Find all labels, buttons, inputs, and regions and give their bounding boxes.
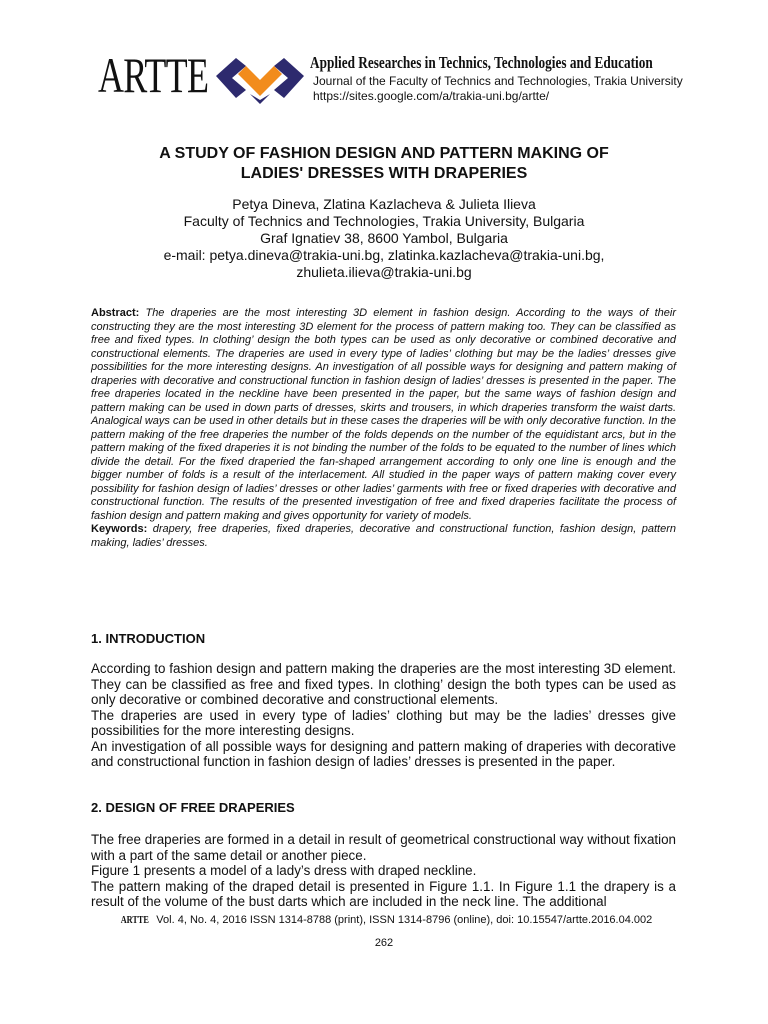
paragraph: The draperies are used in every type of ladies’ clothing but may be the ladies’ dresses give possibilities for the more interesting designs. [91, 707, 676, 738]
journal-subtitle: Journal of the Faculty of Technics and Technologies, Trakia University [313, 74, 683, 88]
author-names: Petya Dineva, Zlatina Kazlacheva & Julieta Ilieva [232, 196, 536, 212]
section-heading-introduction: 1. INTRODUCTION [91, 631, 206, 646]
journal-logo-text: ARTTE [98, 47, 209, 103]
design-body [91, 832, 676, 910]
abstract [91, 307, 676, 550]
abstract-text: The draperies are the most interesting 3D element in fashion design. According to the ways of their constructing they are the most interesting 3D element for the process of pattern making too. They can be classified as free and fixed types. In clothing’ design the both types can be used as only decorative or combined decorative and constructional elements. The draperies are used in every type of ladies’ clothing but may be the ladies’ dresses give possibilities for the more interesting designs. An investigation of all possible ways for designing and pattern making of draperies with decorative and constructional function in fashion design of ladies’ dresses is presented in the paper. The free draperies located in the neckline have been presented in the paper, but the same ways of fashion design and pattern making can be used in down parts of dresses, skirts and trousers, in which draperies transform the waist darts. Analogical ways can be used in other details but in these cases the draperies will be with only decorative function. In the pattern making of the free draperies the number of the folds depends on the number of the equidistant arcs, but in the pattern making of the fixed draperies it is not binding the number of the folds to be equated to the number of lines which divide the detail. For the fixed draperied the fan-shaped arrangement according to only one line is enough and the bigger number of folds is a result of the interlacement. All studied in the paper ways of pattern making cover every possibility for fashion design of ladies’ dresses or other ladies’ garments with free or fixed draperies with decorative and constructional function. The results of the presented investigation of free and fixed draperies facilitate the process of fashion design and pattern making and gives opportunity for variety of models. [91, 307, 676, 522]
footer-brand: ARTTE [120, 914, 149, 926]
journal-url[interactable]: https://sites.google.com/a/trakia-uni.bg/artte/ [313, 89, 550, 103]
paragraph: The free draperies are formed in a detail in result of geometrical constructional way without fixation with a part of the same detail or another piece. [91, 832, 676, 863]
introduction-body [91, 661, 676, 770]
abstract-label: Abstract: [91, 307, 140, 319]
paper-title [80, 144, 688, 184]
author-email: zhulieta.ilieva@trakia-uni.bg [296, 264, 472, 280]
paragraph: According to fashion design and pattern making the draperies are the most interesting 3D element. They can be classified as free and fixed types. In clothing’ design the both types can be used as only decorative or combined decorative and constructional elements. [91, 661, 676, 707]
keywords-label: Keywords: [91, 523, 148, 535]
author-affiliation: Faculty of Technics and Technologies, Trakia University, Bulgaria [183, 213, 585, 229]
author-block [60, 196, 708, 281]
paper-title-line: A STUDY OF FASHION DESIGN AND PATTERN MAKING OF [159, 145, 609, 162]
author-email: e-mail: petya.dineva@trakia-uni.bg, zlatinka.kazlacheva@trakia-uni.bg, [163, 247, 605, 263]
paragraph: An investigation of all possible ways for designing and pattern making of draperies with decorative and constructional function in fashion design of ladies’ dresses is presented in the paper. [91, 738, 676, 769]
paper-title-line: LADIES' DRESSES WITH DRAPERIES [240, 165, 528, 182]
paragraph: Figure 1 presents a model of a lady’s dress with draped neckline. [91, 863, 477, 878]
author-address: Graf Ignatiev 38, 8600 Yambol, Bulgaria [260, 230, 508, 246]
journal-logo-icon [214, 50, 306, 108]
footer-citation [92, 914, 676, 926]
journal-name: Applied Researches in Technics, Technologies and Education [310, 53, 653, 72]
footer-citation-text: Vol. 4, No. 4, 2016 ISSN 1314-8788 (print), ISSN 1314-8796 (online), doi: 10.15547/artte.2016.04.002 [153, 914, 653, 926]
section-heading-design: 2. DESIGN OF FREE DRAPERIES [91, 800, 295, 815]
page-number: 262 [374, 937, 394, 949]
keywords-text: drapery, free draperies, fixed draperies, decorative and constructional function, fashion design, pattern making, ladies’ dresses. [91, 523, 677, 549]
paragraph: The pattern making of the draped detail is presented in Figure 1.1. In Figure 1.1 the drapery is a result of the volume of the bust darts which are included in the neck line. The additional [91, 878, 676, 909]
